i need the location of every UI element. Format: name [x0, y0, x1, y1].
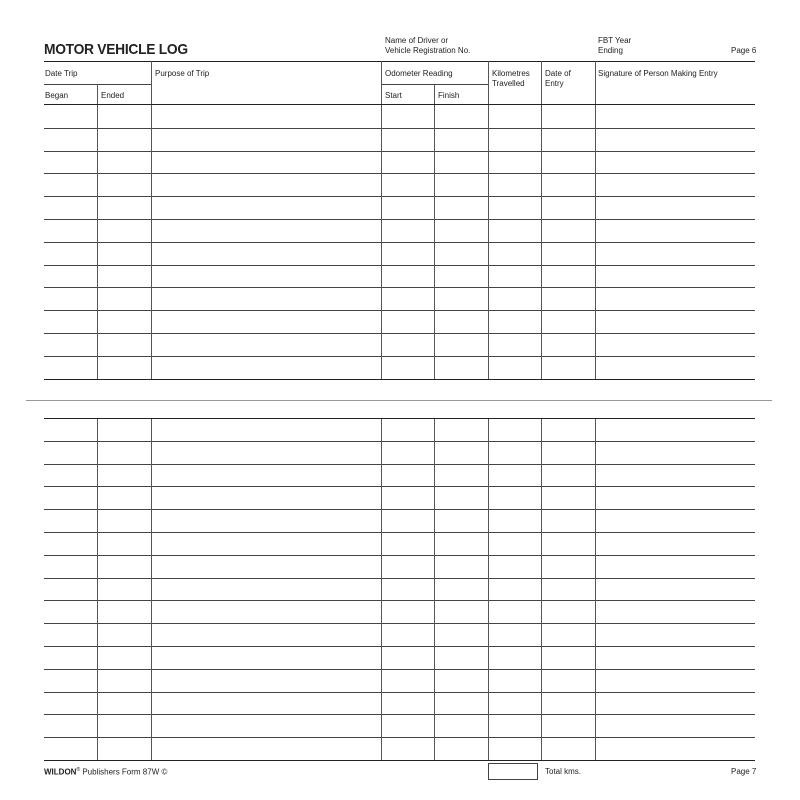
fbt-year-label: FBT Year	[598, 36, 632, 45]
table-row[interactable]	[44, 693, 755, 715]
page-title: MOTOR VEHICLE LOG	[44, 41, 188, 58]
total-kms-label: Total kms.	[545, 767, 582, 776]
fbt-ending-label: Ending	[598, 46, 623, 55]
table-row[interactable]	[44, 266, 755, 288]
header-vline-odometer	[381, 61, 382, 104]
table-row[interactable]	[44, 533, 755, 555]
table-row[interactable]	[44, 442, 755, 464]
col-date-trip: Date Trip	[45, 69, 78, 78]
table-row[interactable]	[44, 419, 755, 441]
header-vline-purpose	[151, 61, 152, 104]
lower-table-top-rule	[44, 418, 755, 419]
col-odometer: Odometer Reading	[385, 69, 453, 78]
col-finish: Finish	[438, 91, 460, 100]
table-row[interactable]	[44, 579, 755, 601]
col-km-line1: Kilometres	[492, 69, 530, 78]
lower-row-rule	[44, 760, 755, 761]
publisher-credit	[44, 767, 167, 777]
col-date-entry-line1: Date of	[545, 69, 571, 78]
header-vline-km	[488, 61, 489, 104]
table-row[interactable]	[44, 487, 755, 509]
header-vline-began-ended	[97, 84, 98, 104]
col-ended: Ended	[101, 91, 125, 100]
table-row[interactable]	[44, 243, 755, 265]
table-row[interactable]	[44, 311, 755, 333]
total-kms-box[interactable]	[488, 763, 538, 780]
table-row[interactable]	[44, 129, 755, 151]
upper-row-rule	[44, 379, 755, 380]
publisher-form: Publishers Form 87W ©	[80, 767, 168, 777]
registered-mark: ®	[76, 767, 81, 773]
table-row[interactable]	[44, 715, 755, 737]
col-date-entry-line2: Entry	[545, 79, 564, 88]
table-row[interactable]	[44, 152, 755, 174]
brand-name: WILDON	[44, 767, 77, 777]
table-row[interactable]	[44, 556, 755, 578]
table-row[interactable]	[44, 106, 755, 128]
col-km-line2: Travelled	[492, 79, 525, 88]
table-row[interactable]	[44, 738, 755, 760]
col-purpose: Purpose of Trip	[155, 69, 210, 78]
col-start: Start	[385, 91, 402, 100]
page-number-top: Page 6	[731, 46, 757, 55]
table-row[interactable]	[44, 357, 755, 379]
table-row[interactable]	[44, 174, 755, 196]
table-row[interactable]	[44, 670, 755, 692]
table-row[interactable]	[44, 601, 755, 623]
col-signature: Signature of Person Making Entry	[598, 69, 718, 78]
header-vline-date-entry	[541, 61, 542, 104]
table-row[interactable]	[44, 510, 755, 532]
header-vline-start-finish	[434, 84, 435, 104]
driver-label-line1: Name of Driver or	[385, 36, 449, 45]
table-row[interactable]	[44, 220, 755, 242]
table-row[interactable]	[44, 197, 755, 219]
table-row[interactable]	[44, 465, 755, 487]
table-row[interactable]	[44, 624, 755, 646]
table-row[interactable]	[44, 288, 755, 310]
page-number-bottom: Page 7	[731, 767, 757, 776]
page-fold-divider	[26, 400, 772, 401]
driver-label-line2: Vehicle Registration No.	[385, 46, 471, 55]
table-row[interactable]	[44, 334, 755, 356]
col-began: Began	[45, 91, 69, 100]
header-vline-signature	[595, 61, 596, 104]
table-row[interactable]	[44, 647, 755, 669]
